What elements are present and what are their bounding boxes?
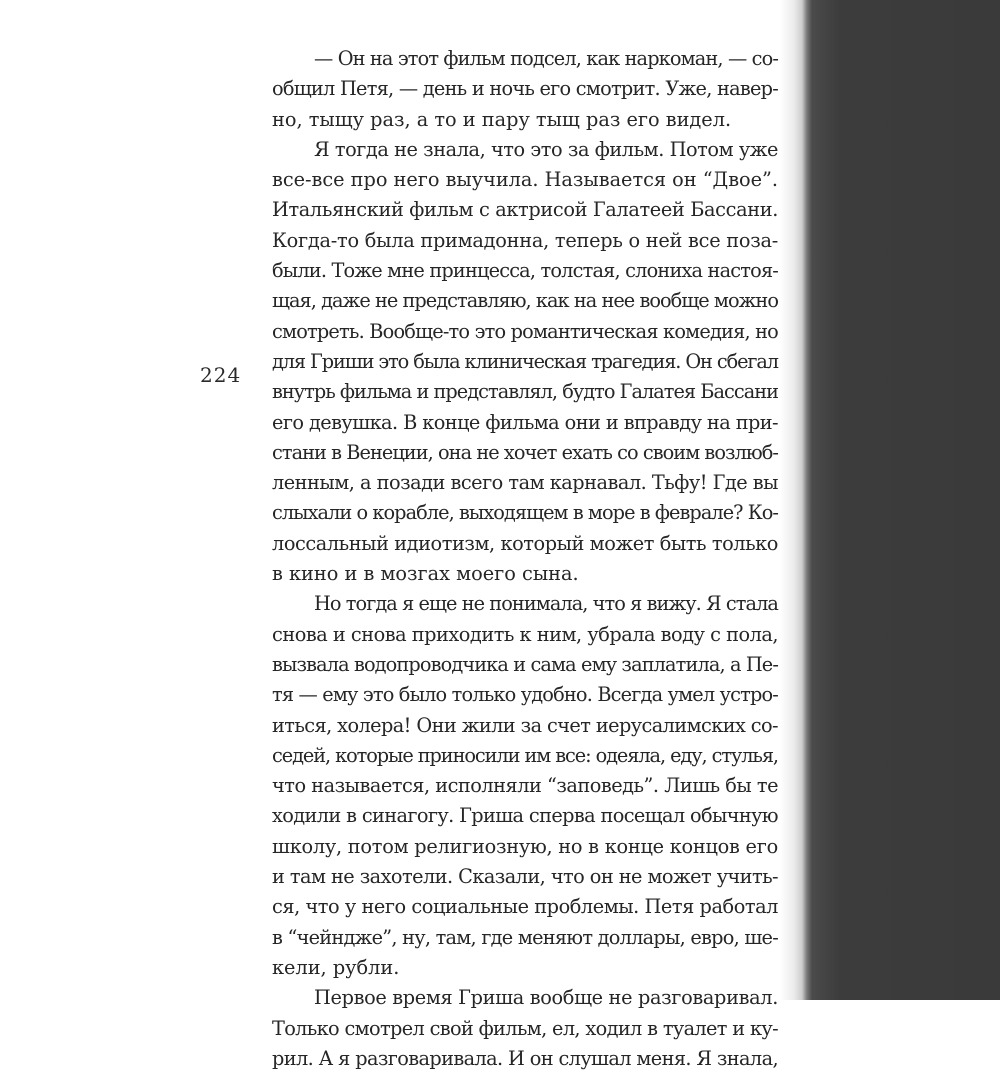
text-line: Когда-то была примадонна, теперь о ней все поза- [272,228,779,252]
text-line: вызвала водопроводчика и сама ему заплатила, а Пе- [272,652,778,676]
text-line: Но тогда я еще не понимала, что я вижу. Я стала [314,592,778,616]
text-line: лоссальный идиотизм, который может быть только [272,531,778,555]
text-line: тя — ему это было только удобно. Всегда умел устро- [272,683,778,707]
text-line: школу, потом религиозную, но в конце концов его [272,834,778,858]
text-line: для Гриши это была клиническая трагедия. Он сбегал [272,349,778,373]
text-line: Только смотрел свой фильм, ел, ходил в туалет и ку- [272,1016,778,1040]
body-text [272,44,778,1074]
text-line: слыхали о корабле, выходящем в море в феврале? Ко- [272,501,779,525]
text-line: — Он на этот фильм подсел, как наркоман, — со- [314,47,778,70]
text-line: что называется, исполняли “заповедь”. Лишь бы те [272,774,779,798]
text-line: в “чейндже”, ну, там, где меняют доллары, евро, ше- [272,925,778,949]
text-line: Итальянский фильм с актрисой Галатеей Бассани. [272,198,779,222]
text-line: смотреть. Вообще-то это романтическая комедия, но [272,319,778,343]
text-line: иться, холера! Они жили за счет иерусалимских со- [272,713,778,737]
text-line: общил Петя, — день и ночь его смотрит. Уже, навер- [272,77,779,101]
text-line: снова и снова приходить к ним, убрала воду с пола, [272,622,779,646]
text-line: внутрь фильма и представлял, будто Галатея Бассани [272,380,779,404]
text-line: стани в Венеции, она не хочет ехать со своим возлюб- [272,440,778,464]
text-line: но, тыщу раз, а то и пару тыщ раз его видел. [272,107,732,131]
text-line: все-все про него выучила. Называется он “Двое”. [272,168,779,192]
page-gutter-shadow [780,0,1000,1000]
text-line: Первое время Гриша вообще не разговаривал. [314,986,778,1010]
text-line: и там не захотели. Сказали, что он не может учить- [272,865,779,889]
text-line: его девушка. В конце фильма они и вправду на при- [272,410,778,434]
text-line: были. Тоже мне принцесса, толстая, слониха настоя- [272,259,779,283]
text-line: щая, даже не представляю, как на нее вообще можно [272,289,778,313]
text-line: ся, что у него социальные проблемы. Петя работал [272,895,778,919]
text-line: Я тогда не знала, что это за фильм. Потом уже [314,137,779,161]
text-line: кели, рубли. [272,955,400,979]
text-line: ленным, а позади всего там карнавал. Тьфу! Где вы [272,471,778,495]
text-line: седей, которые приносили им все: одеяла, еду, стулья, [272,743,778,767]
text-line: рил. А я разговаривала. И он слушал меня. Я знала, [272,1046,778,1070]
page-number: 224 [200,363,242,387]
text-line: в кино и в мозгах моего сына. [272,562,579,586]
text-line: ходили в синагогу. Гриша сперва посещал обычную [272,804,778,828]
